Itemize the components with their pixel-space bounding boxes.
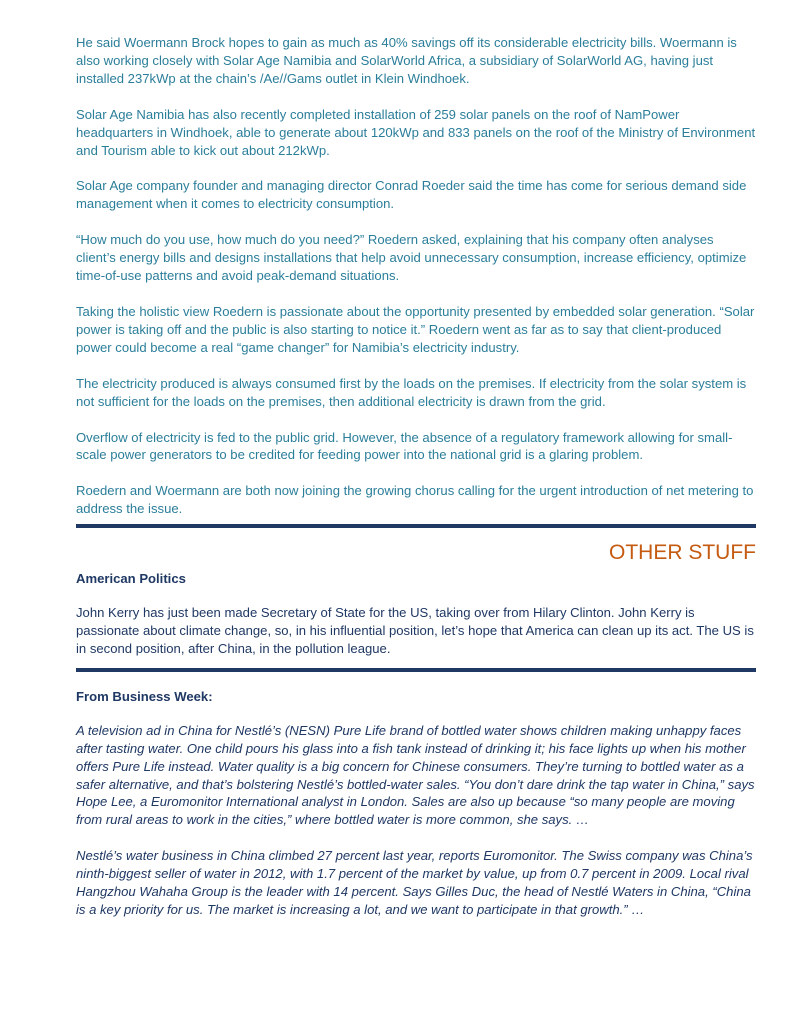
business-week-paragraph: A television ad in China for Nestlé’s (NESN) Pure Life brand of bottled water shows children making unhappy faces after tasting water. One child pours his glass into a fish tank instead of drinking it; his face lights up when his mother offers Pure Life instead. Water quality is a big concern for Chinese consumers. They’re turning to bottled water as a safer alternative, and that’s bolstering Nestlé’s bottled-water sales. “You don’t dare drink the tap water in China,” says Hope Lee, a Euromonitor International analyst in London. Sales are also up because “so many people are moving from rural areas to work in the cities,” where bottled water is more common, she says. … [76,722,755,828]
politics-heading: American Politics [76,571,186,587]
article-paragraph: Overflow of electricity is fed to the public grid. However, the absence of a regulatory framework allowing for small-scale power generators to be credited for feeding power into the national grid is a glaring problem. [76,429,733,463]
article-paragraph: Solar Age Namibia has also recently completed installation of 259 solar panels on the roof of NamPower headquarters in Windhoek, able to generate about 120kWp and 833 panels on the roof of the Ministry of Environment and Tourism able to kick out about 212kWp. [76,106,756,158]
politics-paragraph: John Kerry has just been made Secretary of State for the US, taking over from Hilary Clinton. John Kerry is passionate about climate change, so, in his influential position, let’s hope that America can clean up its act. The US is in second position, after China, in the pollution league. [76,605,754,656]
article-paragraph: Solar Age company founder and managing director Conrad Roeder said the time has come for serious demand side management when it comes to electricity consumption. [76,178,747,212]
article-paragraph: “How much do you use, how much do you need?” Roedern asked, explaining that his company often analyses client’s energy bills and designs installations that help avoid unnecessary consumption, increase efficiency, optimize time-of-use patterns and avoid peak-demand situations. [76,232,747,284]
article-paragraph: The electricity produced is always consumed first by the loads on the premises. If electricity from the solar system is not sufficient for the loads on the premises, then additional electricity is drawn from the grid. [76,375,747,409]
document-page [76,34,756,937]
section-title: OTHER STUFF [609,541,756,565]
article-section [76,34,756,518]
other-stuff-section [76,540,756,658]
article-paragraph: He said Woermann Brock hopes to gain as much as 40% savings off its considerable electricity bills. Woermann is also working closely with Solar Age Namibia and SolarWorld Africa, a subsidiary of SolarWorld AG, having just installed 237kWp at the chain’s /Ae//Gams outlet in Klein Windhoek. [76,35,737,86]
article-paragraph: Taking the holistic view Roedern is passionate about the opportunity presented by embedded solar generation. “Solar power is taking off and the public is also starting to notice it.” Roedern went as far as to say that client-produced power could become a real “game changer” for Namibia’s electricity industry. [76,303,755,355]
business-week-heading: From Business Week: [76,688,213,704]
article-paragraph: Roedern and Woermann are both now joining the growing chorus calling for the urgent introduction of net metering to address the issue. [76,483,754,517]
section-divider [76,524,756,528]
business-week-paragraph: Nestlé’s water business in China climbed 27 percent last year, reports Euromonitor. The Swiss company was China’s ninth-biggest seller of water in 2012, with 1.7 percent of the market by value, up from 0.7 percent in 2009. Local rival Hangzhou Wahaha Group is the leader with 14 percent. Says Gilles Duc, the head of Nestlé Waters in China, “China is a key priority for us. The market is increasing a lot, and we want to participate in that growth.” … [76,848,753,917]
business-week-section [76,688,756,919]
section-divider [76,668,756,672]
